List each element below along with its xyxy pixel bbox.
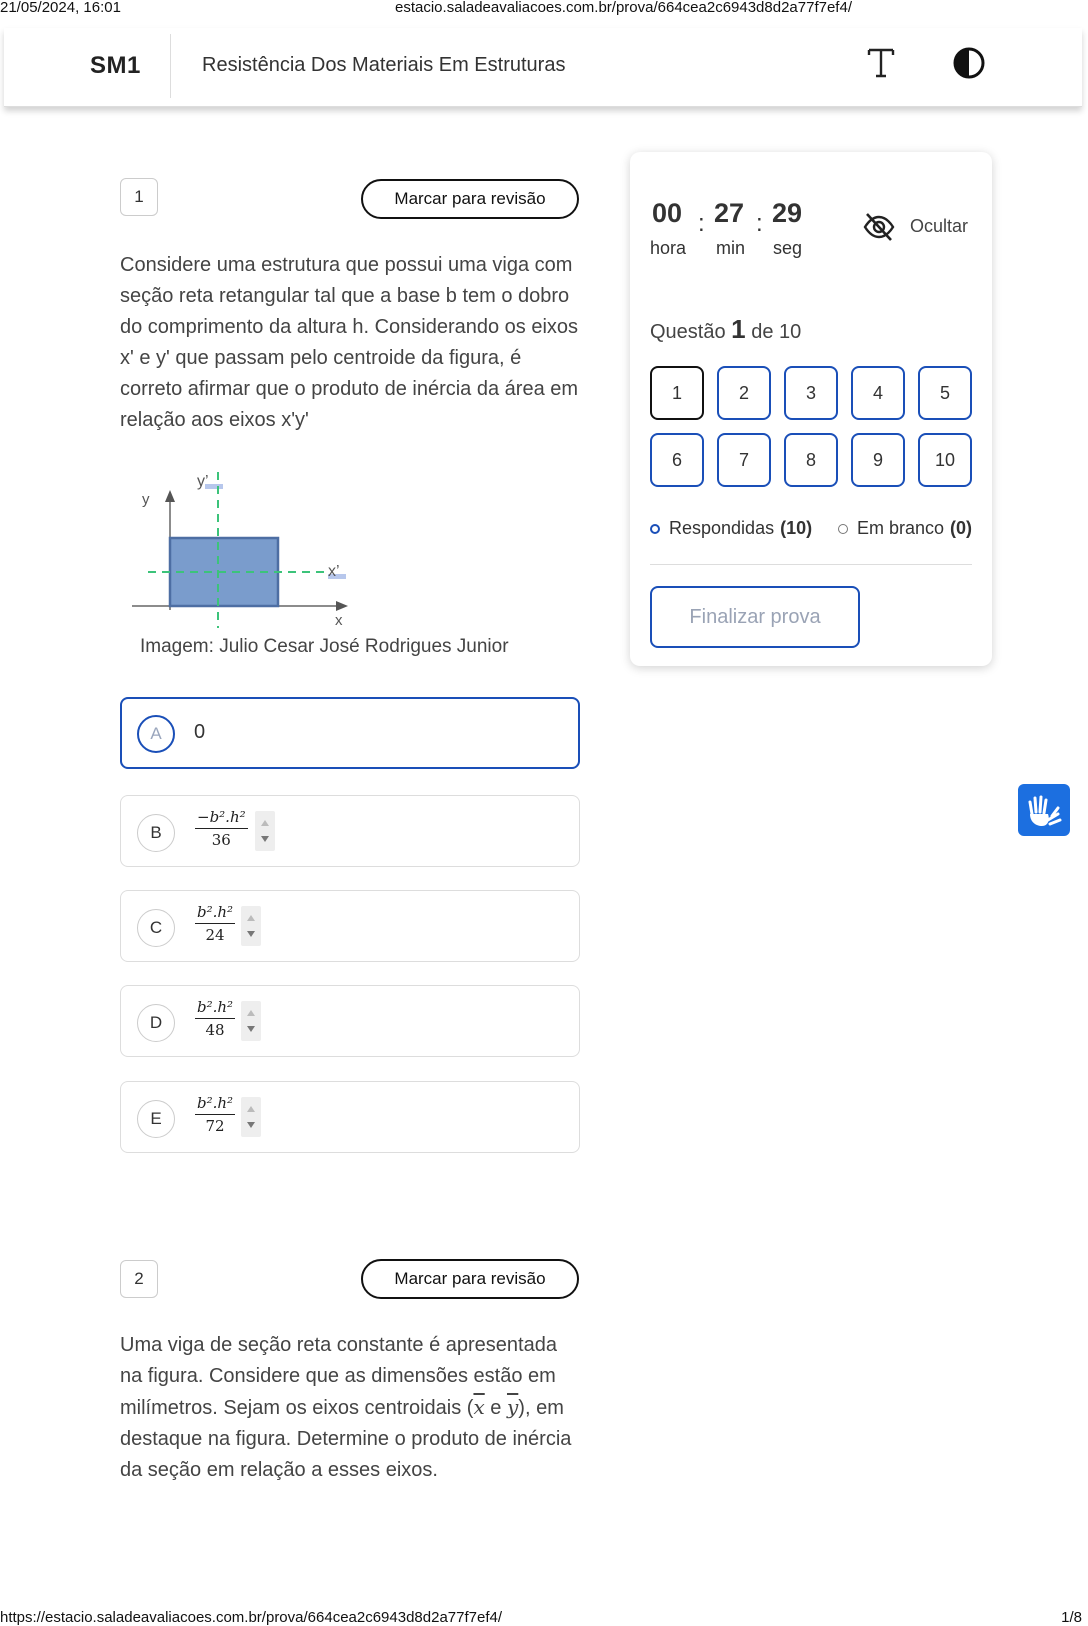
finish-exam-button[interactable]: Finalizar prova <box>650 586 860 648</box>
option-fraction-d <box>195 998 235 1039</box>
question-nav-7[interactable]: 7 <box>717 433 771 487</box>
print-url: estacio.saladeavaliacoes.com.br/prova/664cea2c6943d8d2a77f7ef4/ <box>395 0 852 16</box>
y-prime-label: y’ <box>197 473 209 490</box>
question-2-text-end: ), em destaque na figura. Determine o produto de inércia da seção em relação a esses eixos. <box>120 1397 572 1481</box>
timer-seconds-label: seg <box>773 238 803 258</box>
question-nav-5[interactable]: 5 <box>918 366 972 420</box>
question-counter <box>650 314 801 345</box>
math-spinner[interactable] <box>241 1097 261 1137</box>
answered-label: Respondidas <box>669 518 775 538</box>
option-letter-d: D <box>137 1004 175 1042</box>
question-number-2: 2 <box>120 1260 158 1298</box>
answer-option-b[interactable] <box>120 795 580 867</box>
x-axis-arrow <box>336 601 348 611</box>
print-header <box>0 0 1088 16</box>
timer-colon: : <box>756 210 763 237</box>
blank-dot-icon <box>838 524 848 534</box>
sign-language-button[interactable] <box>1018 784 1070 836</box>
answered-dot-icon <box>650 524 660 534</box>
mark-for-review-button-2[interactable]: Marcar para revisão <box>361 1259 579 1299</box>
mark-for-review-button-1[interactable]: Marcar para revisão <box>361 179 579 219</box>
option-fraction-c <box>195 903 235 944</box>
math-spinner[interactable] <box>241 906 261 946</box>
x-axis-label: x <box>335 612 343 629</box>
current-question-number: 1 <box>731 314 746 344</box>
math-spinner[interactable] <box>255 811 275 851</box>
option-letter-b: B <box>137 814 175 852</box>
course-title: Resistência Dos Materiais Em Estruturas <box>202 54 566 76</box>
question-2-conjunction: e <box>484 1397 507 1419</box>
question-nav-6[interactable]: 6 <box>650 433 704 487</box>
print-footer <box>0 1607 1088 1625</box>
fraction-bar <box>195 1018 235 1019</box>
brand-logo: SM1 <box>90 52 141 79</box>
answer-option-e[interactable] <box>120 1081 580 1153</box>
y-bar-symbol: $\overline{y}$ <box>506 1395 519 1419</box>
eye-off-icon[interactable] <box>862 210 896 244</box>
math-spinner[interactable] <box>241 1001 261 1041</box>
timer-minutes: 27 <box>714 198 745 228</box>
option-fraction-e <box>195 1094 235 1135</box>
timer-hours: 00 <box>652 198 683 228</box>
option-value-a: 0 <box>194 721 206 743</box>
timer-minutes-label: min <box>716 238 746 258</box>
contrast-icon[interactable] <box>952 46 986 80</box>
fraction-denominator: 24 <box>205 926 225 944</box>
question-nav-4[interactable]: 4 <box>851 366 905 420</box>
question-counter-suffix: de 10 <box>751 321 802 343</box>
timer-hours-label: hora <box>650 238 687 258</box>
question-nav-10[interactable]: 10 <box>918 433 972 487</box>
answer-option-c[interactable] <box>120 890 580 962</box>
option-letter-e: E <box>137 1100 175 1138</box>
top-bar <box>4 28 1082 107</box>
question-nav-9[interactable]: 9 <box>851 433 905 487</box>
question-number-1: 1 <box>120 178 158 216</box>
print-footer-url: https://estacio.saladeavaliacoes.com.br/prova/664cea2c6943d8d2a77f7ef4/ <box>0 1609 503 1626</box>
fraction-numerator: b².h² <box>197 998 234 1016</box>
fraction-numerator: b².h² <box>197 903 234 921</box>
exam-status-panel <box>630 152 992 666</box>
answered-legend <box>650 518 812 539</box>
question-nav-2[interactable]: 2 <box>717 366 771 420</box>
print-page-number: 1/8 <box>1061 1609 1082 1626</box>
fraction-bar <box>195 923 235 924</box>
fraction-numerator: b².h² <box>197 1094 234 1112</box>
font-size-icon[interactable] <box>866 46 896 80</box>
fraction-denominator: 36 <box>211 831 231 849</box>
x-prime-label: x’ <box>328 563 340 580</box>
print-datetime: 21/05/2024, 16:01 <box>0 0 121 16</box>
fraction-numerator: −b².h² <box>197 808 246 826</box>
image-caption: Imagem: Julio Cesar José Rodrigues Junior <box>140 636 509 657</box>
hide-timer-label[interactable]: Ocultar <box>910 216 969 236</box>
panel-divider <box>650 564 972 565</box>
option-fraction-b <box>195 808 248 849</box>
timer-colon: : <box>698 210 705 237</box>
fraction-bar <box>195 828 248 829</box>
option-letter-a: A <box>137 715 175 753</box>
question-nav-8[interactable]: 8 <box>784 433 838 487</box>
header-divider <box>170 34 171 98</box>
question-nav-1[interactable]: 1 <box>650 366 704 420</box>
y-axis-label: y <box>142 491 150 508</box>
x-bar-symbol: $\overline{x}$ <box>473 1395 485 1419</box>
sign-language-hands-icon <box>1018 784 1070 836</box>
question-counter-prefix: Questão <box>650 321 726 343</box>
question-2-text-start: Uma viga de seção reta constante é apresentada na figura. Considere que as dimensões estão em milímetros. Sejam os eixos centroidais ( <box>120 1334 557 1419</box>
blank-label: Em branco <box>857 518 945 538</box>
answered-count: (10) <box>780 518 813 538</box>
fraction-denominator: 72 <box>205 1117 225 1135</box>
fraction-denominator: 48 <box>205 1021 225 1039</box>
answer-option-d[interactable] <box>120 985 580 1057</box>
timer-seconds: 29 <box>772 198 803 228</box>
fraction-bar <box>195 1114 235 1115</box>
answer-option-a[interactable] <box>120 697 580 769</box>
question-text-1: Considere uma estrutura que possui uma viga com seção reta retangular tal que a base b tem o dobro do comprimento da altura h. Considerando os eixos x' e y' que passam pelo centroide da figura, é correto afirmar que o produto de inércia da área em relação aos eixos x'y' <box>120 254 579 431</box>
question-nav-3[interactable]: 3 <box>784 366 838 420</box>
blank-legend <box>838 518 972 539</box>
beam-cross-section-figure <box>128 470 368 630</box>
question-text-2 <box>120 1330 580 1486</box>
y-axis-arrow <box>165 490 175 502</box>
blank-count: (0) <box>950 518 973 538</box>
option-letter-c: C <box>137 909 175 947</box>
